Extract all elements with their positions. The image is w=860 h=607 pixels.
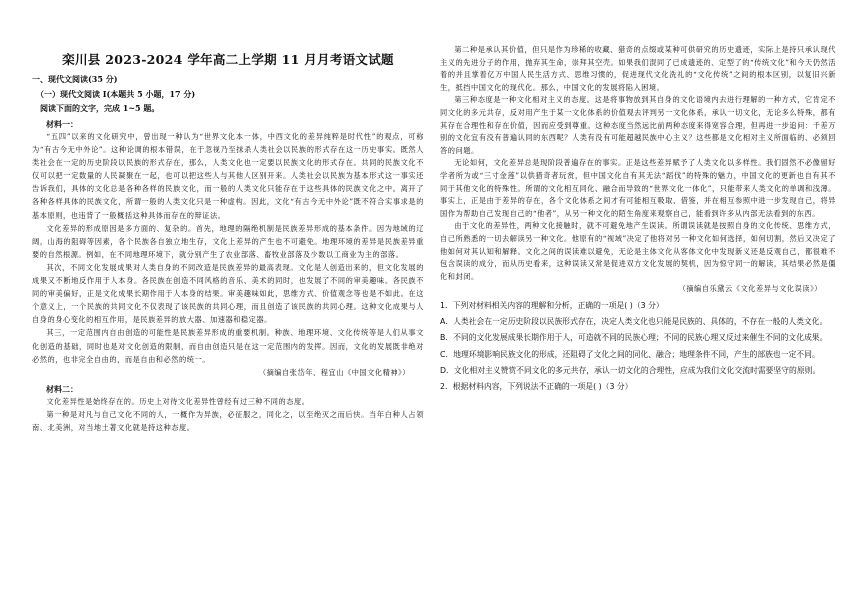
material-one-paragraph: 其次，不同文化发展成果对人类自身的不同改造是民族差异的最高表现。文化是人创造出来的，但文化发展的成果又不断地反作用于人本身。各民族在创造不同风格的音乐、美术的同时，也发展了不同的审美趣味。各民族不同的审美偏好，正是文化成果长期作用于人本身的结果。审美趣味如此，思维方式、价值观念等也是不如此。在这个意义上，一个民族的共同文化不仅表现了该民族的共同心理，而且创造了该民族的共同心理。这种文化成果与人自身的身心变化的相互作用，是民族差异的放大器、加速器和稳定器。 [32,262,424,325]
material-one-paragraph: 其三，一定范围内自由创造的可能性是民族差异形成的重要机制。种族、地理环境、文化传统等是人们从事文化创造的基础，同时也是对文化创造的限制，而自由创造只是在这一定范围内的发挥。因而，文化的发展既非绝对必然的，也非完全自由的，而是自由和必然的统一。 [32,328,424,364]
material-two-paragraph: 由于文化的差异性，两种文化接触时，就不可避免地产生误读。所谓误读就是按照自身的文化传统、思维方式，自己所熟悉的一切去解读另一种文化。他原有的“视域”决定了他将对另一种文化如何选择，如何切割，然后又决定了他如何对其认知和解释。文化之间的误读难以避免，无论是主体文化从客体文化中发现新义还是反观自己，都很难不包含误读的成分，而从历史看来，这种误读又常是促进双方文化发展的契机，因为惊守同一的解读，其结果必然是僵化和封闭。 [440,221,836,281]
question-1-option-c: C．地理环境影响民族文化的形成，还阻碍了文化之间的同化、融合；地理条件不同，产生的部族也一定不同。 [440,349,820,359]
question-1-option-b: B．不同的文化发展成果长期作用于人，可造就不同的民族心理；不同的民族心理又反过来催生不同的文化成果。 [440,333,828,343]
material-two-citation: （摘编自乐黛云《文化差异与文化误读》） [678,284,822,294]
right-column [440,44,836,396]
reading-instruction: 阅读下面的文字，完成 1~5 题。 [40,103,160,113]
question-1 [440,298,836,379]
material-one-paragraph: “五四”以来的文化研究中，曾出现一种认为“世界文化本一体，中西文化的差异纯粹是时代性”的观点，可称为“有古今无中外论”。这种论调的根本错误，在于忽视乃至抹杀人类社会以民族的形式存在这一历史事实。既然人类社会在一定的历史阶段以民族的形式存在，那么，人类文化也一定要以民族文化的形式存在。共同的民族文化不仅可以把一定数量的人民凝聚在一起，也可以把这些人与其他人区别开来。人类社会以民族为基本形式这一事实还告诉我们，具体的文化总是各种各样的民族文化，而一般的人类文化只能存在于这些具体的民族文化之中。离开了各种各样具体的民族文化，所谓一般的人类文化只是一种虚构。因此，文化“有古今无中外论”既不符合实事求是的基本原则，也违背了一般概括这种具体而存在的辩证法。 [32,132,424,220]
exam-title: 栾川县 2023-2024 学年高二上学期 11 月月考语文试题 [62,52,394,67]
section-heading: 一、现代文阅读(35 分) [32,74,118,84]
material-one-paragraph: 文化差异的形成原因是多方面的、复杂的。首先，地理的隔绝机制是民族差异形成的基本条件。因为地域的辽阔，山海的阻碍等因素，各个民族各自独立地生存，文化上差异的产生也不可避免。地理环境的差异是民族差异重要的自然根源。例如，在不同地理环境下，就分别产生了农业部落、畜牧业部落及少数以工商业为主的部落。 [32,223,424,259]
material-two-paragraph: 第二种是承认其价值，但只是作为珍稀的收藏、猎奇的点缀或某种可供研究的历史遗迹，实际上是持只承认现代主义的先进分子的作用，抛弃其生命，崇拜其空壳。如果我们混同了已成遗迹的、定型了的“传统文化”和今天仍然活着的并且掌着亿万中国人民生活方式、思维习惯的，促进现代文化洗礼的“文化传统”之间的根本区别，以复旧兴新生，抵挡中国文化的现代化。那么，中国文化的发展将陷入困境。 [440,45,836,92]
question-1-option-d: D．文化相对主义赞赏不同文化的多元共存，承认一切文化的合理性，应成为我们文化交流时需要坚守的原则。 [440,365,821,375]
material-one-citation: （摘编自张岱年、程宜山《中国文化精神》） [258,367,410,377]
left-column [32,0,424,434]
material-two-paragraph: 文化差异性是始终存在的。历史上对待文化差异性曾经有过三种不同的态度。 [46,396,310,406]
material-two-paragraph: 第三种态度是一种文化相对主义的态度。这是将事物放到其自身的文化语境内去进行理解的一种方式，它肯定不同文化的多元共存，反对用产生于某一文化体系的价值观去评判另一文化体系，承认一切文化，无论多么特殊，都有其存在合理性和存在价值，因而应受到尊重。这种态度当然远比前两种态度来得宽容合理，但再进一步追问：千差万别的文化宜有没有普遍认同的东西呢？人类有没有可能超越民族中心主义？这些都是文化相对主义所面临的、必须回答的问题。 [440,95,836,155]
question-1-option-a: A．人类社会在一定历史阶段以民族形式存在，决定人类文化也只能是民族的、具体的，不存在一般的人类文化。 [440,317,828,327]
material-two-label: 材料二： [46,383,78,394]
material-two-paragraph: 无论如何，文化差异总是现阶段普遍存在的事实。正是这些差异赋予了人类文化以多样性。我们固然不必像留好学者所为或“三寸金莲”以供猎奇者玩赏，但中国文化自有其无法“蹈伐”的特殊的魅力，中国文化的更新也自有其不同于其他文化的特殊性。所谓的文化相互同化、融合而导致的“世界文化一体化”，只能带来人类文化的单调和浅薄。事实上，正是由于差异的存在，各个文化体系之间才有可能相互吸取、借鉴，并在相互参照中进一步发现自己，将异国作为帮助自己发现自己的“他者”，从另一种文化的陌生角度来观察自己，能看到许多从内部无法看到的东西。 [440,158,836,218]
subsection-heading: （一）现代文阅读 I(本题共 5 小题，17 分) [36,89,196,99]
material-one-label: 材料一： [46,119,78,129]
question-2-stem: 2．根据材料内容，下列说法不正确的一项是( )（3 分） [440,382,633,392]
material-two-paragraph: 第一种是对凡与自己文化不同的人，一概作为异族，必征服之，同化之，以至绝灭之而后快。当年白种人占领南、北美洲，对当地土著文化就是持这种态度。 [32,409,424,432]
question-1-stem: 1．下列对材料相关内容的理解和分析，正确的一项是( )（3 分） [440,300,664,310]
